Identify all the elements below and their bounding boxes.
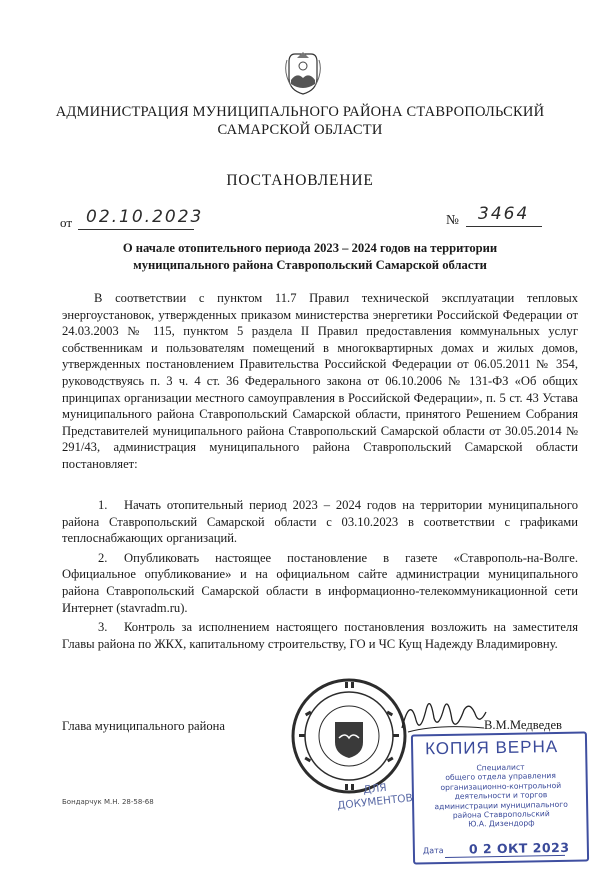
for-documents-line-1: ДЛЯ [362, 781, 388, 797]
subject-line-1: О начале отопительного периода 2023 – 2024 годов на территории [122, 241, 498, 255]
stamp-date: 0 2 ОКТ 2023 [468, 839, 570, 857]
stamp-date-label: Дата [422, 845, 444, 856]
date-label: от [60, 215, 73, 230]
document-subject [80, 240, 540, 274]
item-text: Опубликовать настоящее постановление в газете «Ставрополь-на-Волге. Официальное опубликование» и на официальном сайте администрации муниципального района Ставропольский Самарской области в информационно-телекоммуникационной сети Интернет (stavradm.ru). [62, 550, 578, 615]
handwritten-number: 3464 [478, 204, 530, 224]
stamp-title: КОПИЯ ВЕРНА [424, 736, 559, 759]
item-number: 3. [98, 620, 108, 635]
stamp-line: Специалист [476, 762, 525, 773]
stamp-line: района Ставропольский [452, 809, 550, 820]
item-text: Контроль за исполнением настоящего постановления возложить на заместителя Главы района по ЖКХ, капитальному строительству, ГО и ЧС Кущ Надежду Владимировну. [62, 620, 578, 651]
number-underline [466, 226, 542, 227]
stamp-line: деятельности и торгов [454, 790, 548, 802]
organization-name [40, 103, 560, 139]
for-documents-line-2: ДОКУМЕНТОВ [336, 792, 414, 812]
handwritten-date: 02.10.2023 [86, 207, 204, 227]
resolution-items [62, 497, 578, 655]
organization-line-1: АДМИНИСТРАЦИЯ МУНИЦИПАЛЬНОГО РАЙОНА СТАВРОПОЛЬСКИЙ [55, 104, 545, 120]
number-label: № [446, 212, 459, 227]
resolution-item-3 [62, 619, 578, 652]
stamp-line: Ю.А. Дизендорф [468, 818, 535, 829]
stamp-line: администрации муниципального [434, 799, 568, 811]
stamp-details [425, 762, 576, 830]
signatory-position: Глава муниципального района [62, 719, 226, 733]
item-number: 1. [98, 498, 108, 512]
stamp-line: общего отдела управления [445, 771, 556, 783]
document-type-title: ПОСТАНОВЛЕНИЕ [226, 172, 374, 189]
stamp-line: организационно-контрольной [440, 780, 562, 792]
executor-note: Бондарчук М.Н. 28-58-68 [62, 798, 154, 806]
signatory-name: В.М.Медведев [484, 718, 562, 732]
resolution-item-2 [62, 550, 578, 616]
item-text: Начать отопительный период 2023 – 2024 годов на территории муниципального района Ставропольский Самарской области с 03.10.2023 в соответствии с графиками теплоснабжающих организаций. [62, 498, 578, 546]
organization-line-2: САМАРСКОЙ ОБЛАСТИ [217, 122, 383, 138]
coat-of-arms-emblem [283, 48, 323, 96]
stamp-date-underline [445, 855, 565, 858]
resolution-item-1 [62, 497, 578, 547]
preamble-paragraph: В соответствии с пунктом 11.7 Правил технической эксплуатации тепловых энергоустановок, утвержденных приказом министерства энергетики Российской Федерации от 24.03.2003 № 115, пунктом 5 раздела II Правил предоставления коммунальных услуг собственникам и пользователям помещений в многоквартирных домах и жилых домов, утвержденных постановлением Правительства Российской Федерации от 06.05.2011 № 354, руководствуясь п. 3 ч. 4 ст. 36 Федерального закона от 06.10.2006 № 131-ФЗ «Об общих принципах организации местного самоуправления в Российской Федерации», п. 5 ст. 43 Устава муниципального района Ставропольский Самарской области, принятого Решением Собрания Представителей муниципального района Ставропольский Самарской области от 30.05.2014 № 291/43, администрация муниципального района Ставропольский Самарской области постановляет: [62, 291, 578, 471]
item-number: 2. [98, 550, 108, 565]
official-round-seal [289, 676, 409, 796]
certified-copy-stamp [411, 731, 589, 864]
subject-line-2: муниципального района Ставропольский Самарской области [133, 258, 487, 272]
date-underline [78, 229, 194, 230]
